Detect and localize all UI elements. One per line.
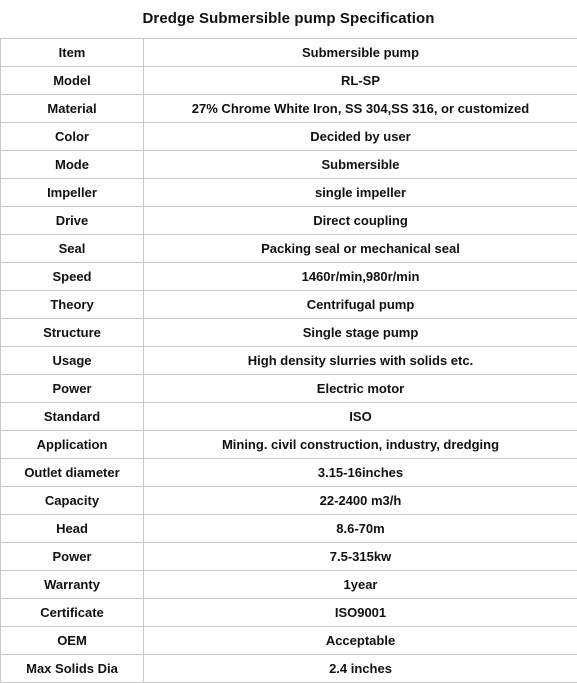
row-value: Packing seal or mechanical seal — [144, 235, 577, 263]
row-value: 22-2400 m3/h — [144, 487, 577, 515]
table-row — [1, 319, 577, 347]
row-label: Color — [1, 123, 144, 151]
row-label: Outlet diameter — [1, 459, 144, 487]
table-row — [1, 123, 577, 151]
table-row — [1, 543, 577, 571]
row-label: Power — [1, 543, 144, 571]
row-value: RL-SP — [144, 67, 577, 95]
row-label: Structure — [1, 319, 144, 347]
row-label: Capacity — [1, 487, 144, 515]
table-row — [1, 207, 577, 235]
row-label: Mode — [1, 151, 144, 179]
row-value: 27% Chrome White Iron, SS 304,SS 316, or customized — [144, 95, 577, 123]
row-value: single impeller — [144, 179, 577, 207]
specification-table-body — [1, 39, 577, 683]
table-row — [1, 39, 577, 67]
row-label: OEM — [1, 627, 144, 655]
row-value: ISO9001 — [144, 599, 577, 627]
row-label: Head — [1, 515, 144, 543]
row-value: Acceptable — [144, 627, 577, 655]
row-label: Speed — [1, 263, 144, 291]
row-value: Submersible pump — [144, 39, 577, 67]
row-label: Standard — [1, 403, 144, 431]
row-value: Mining. civil construction, industry, dredging — [144, 431, 577, 459]
row-value: 3.15-16inches — [144, 459, 577, 487]
row-value: Centrifugal pump — [144, 291, 577, 319]
row-value: High density slurries with solids etc. — [144, 347, 577, 375]
row-value: Electric motor — [144, 375, 577, 403]
row-label: Item — [1, 39, 144, 67]
page-title: Dredge Submersible pump Specification — [0, 0, 577, 38]
table-row — [1, 67, 577, 95]
row-label: Drive — [1, 207, 144, 235]
table-row — [1, 179, 577, 207]
row-value: 1460r/min,980r/min — [144, 263, 577, 291]
table-row — [1, 431, 577, 459]
table-row — [1, 487, 577, 515]
row-label: Material — [1, 95, 144, 123]
row-value: Single stage pump — [144, 319, 577, 347]
row-label: Warranty — [1, 571, 144, 599]
table-row — [1, 95, 577, 123]
table-row — [1, 655, 577, 683]
table-row — [1, 375, 577, 403]
row-label: Usage — [1, 347, 144, 375]
table-row — [1, 515, 577, 543]
row-label: Certificate — [1, 599, 144, 627]
table-row — [1, 459, 577, 487]
table-row — [1, 347, 577, 375]
specification-table — [0, 38, 577, 683]
row-value: 2.4 inches — [144, 655, 577, 683]
row-label: Application — [1, 431, 144, 459]
table-row — [1, 151, 577, 179]
table-row — [1, 571, 577, 599]
table-row — [1, 291, 577, 319]
row-value: 8.6-70m — [144, 515, 577, 543]
row-label: Model — [1, 67, 144, 95]
table-row — [1, 235, 577, 263]
table-row — [1, 627, 577, 655]
row-value: 1year — [144, 571, 577, 599]
row-value: Direct coupling — [144, 207, 577, 235]
row-label: Max Solids Dia — [1, 655, 144, 683]
table-row — [1, 599, 577, 627]
table-row — [1, 263, 577, 291]
row-value: Submersible — [144, 151, 577, 179]
row-label: Theory — [1, 291, 144, 319]
table-row — [1, 403, 577, 431]
row-label: Impeller — [1, 179, 144, 207]
row-value: ISO — [144, 403, 577, 431]
row-value: 7.5-315kw — [144, 543, 577, 571]
row-value: Decided by user — [144, 123, 577, 151]
row-label: Seal — [1, 235, 144, 263]
row-label: Power — [1, 375, 144, 403]
